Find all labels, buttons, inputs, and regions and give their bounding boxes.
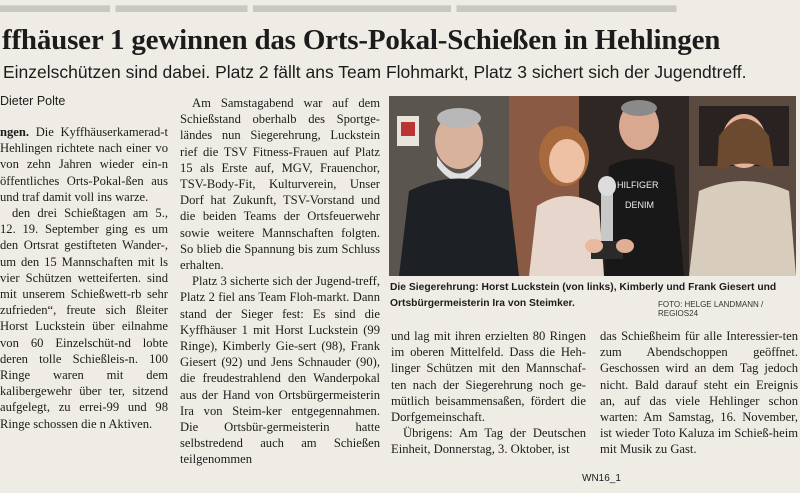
shirt-print: HILFIGER [617,180,659,190]
text-column-4 [600,328,798,458]
text-column-1 [0,124,168,432]
paragraph: Übrigens: Am Tag der Deutschen Einheit, Donnerstag, 3. Oktober, ist [391,426,586,457]
paragraph: den drei Schießtagen am 5., 12. 19. September ging es um den Ortsrat gestifteten Wander-, um den 15 Mannschaften mit ls vier Schützen wetteiferten. sind mit unserem Schießwett-rb sehr zufrieden“, freute sich ßleiter Horst Luckstein über eilnahme von 60 Einzelschüt-nd lobte deren tolle Schießleis-n. 100 Ringe waren mit dem kalibergewehr über ter, sitzend aufgelegt, zu errei-99 und 98 Ringe schossen die n Aktiven. [0,206,168,431]
paragraph: Die Kyffhäuserkamerad-t Hehlingen richtete nach einer vo von zehn Jahren wieder ein-n öffentliches Orts-Pokal-ßen aus und traf damit voll ins warze. [0,125,168,204]
previous-article-fragment: ▬▬▬▬▬ ▬▬▬▬▬▬ ▬▬▬▬▬▬▬▬▬ ▬▬▬▬▬▬▬▬▬▬ [0,0,677,17]
photo-credit: FOTO: HELGE LANDMANN / REGIOS24 [658,300,764,318]
article-photo [389,96,796,276]
paragraph: das Schießheim für alle Interessier-ten zum Abendschoppen geöffnet. Geschossen wird an dem Tag jedoch nicht. Bald darauf steht ein Ereignis an, auf das viele Hehlinger schon warten: Am Samstag, 16. November, ist wieder Toto Kaluza im Schieß-heim mit Musik zu Gast. [600,329,798,457]
dateline: ngen. [0,125,30,139]
photo-illustration [389,96,796,276]
photo-caption: Die Siegerehrung: Horst Luckstein (von links), Kimberly und Frank Giesert und Ortsbürgermeisterin Ira von Steimker. [390,282,777,309]
article-headline: ffhäuser 1 gewinnen das Orts-Pokal-Schießen in Hehlingen [2,24,721,56]
text-column-2 [180,95,380,468]
article-subhead: Einzelschützen sind dabei. Platz 2 fällt ans Team Flohmarkt, Platz 3 sichert sich der Jugendtreff. [3,62,747,82]
paragraph: Am Samstagabend war auf dem Schießstand oberhalb des Sportge-ländes nun Siegerehrung, Luckstein rief die TSV Fitness-Frauen auf Platz 15 als Erste auf, MGV, Frauenchor, TSV-Body-Fit, Kulturverein, Unser Dorf hat Zukunft, TSV-Vorstand und die beiden Teams der Ortsfeuerwehr sowie weitere Mannschaften folgten. So blieb die Spannung bis zum Schluss erhalten. [180,96,380,273]
paragraph: und lag mit ihren erzielten 80 Ringen im oberen Mittelfeld. Dass die Heh-linger Schützen mit den Mannschaf-ten nach der Siegerehrung noch ge-mütlich beisammensaßen, fördert die Dorfgemeinschaft. [391,329,586,425]
shirt-print: DENIM [625,200,654,210]
text-column-3 [391,328,586,458]
paragraph: Platz 3 sicherte sich der Jugend-treff, Platz 2 fiel ans Team Floh-markt. Dann stand der Sieger fest: Es sind die Kyffhäuser 1 mit Horst Luckstein (99 Ringe), Kimberly Gie-sert (98), Frank Giesert (92) und Jens Schnauder (90), die freudestrahlend den Wanderpokal aus der Hand von Ortsbürgermeisterin Ira von Steim-ker entgegennahmen. Die Ortsbür-germeisterin hatte selbstredend auch am Schießen teilgenommen [180,274,380,467]
page-code: WN16_1 [582,473,621,484]
byline: Dieter Polte [0,94,66,108]
